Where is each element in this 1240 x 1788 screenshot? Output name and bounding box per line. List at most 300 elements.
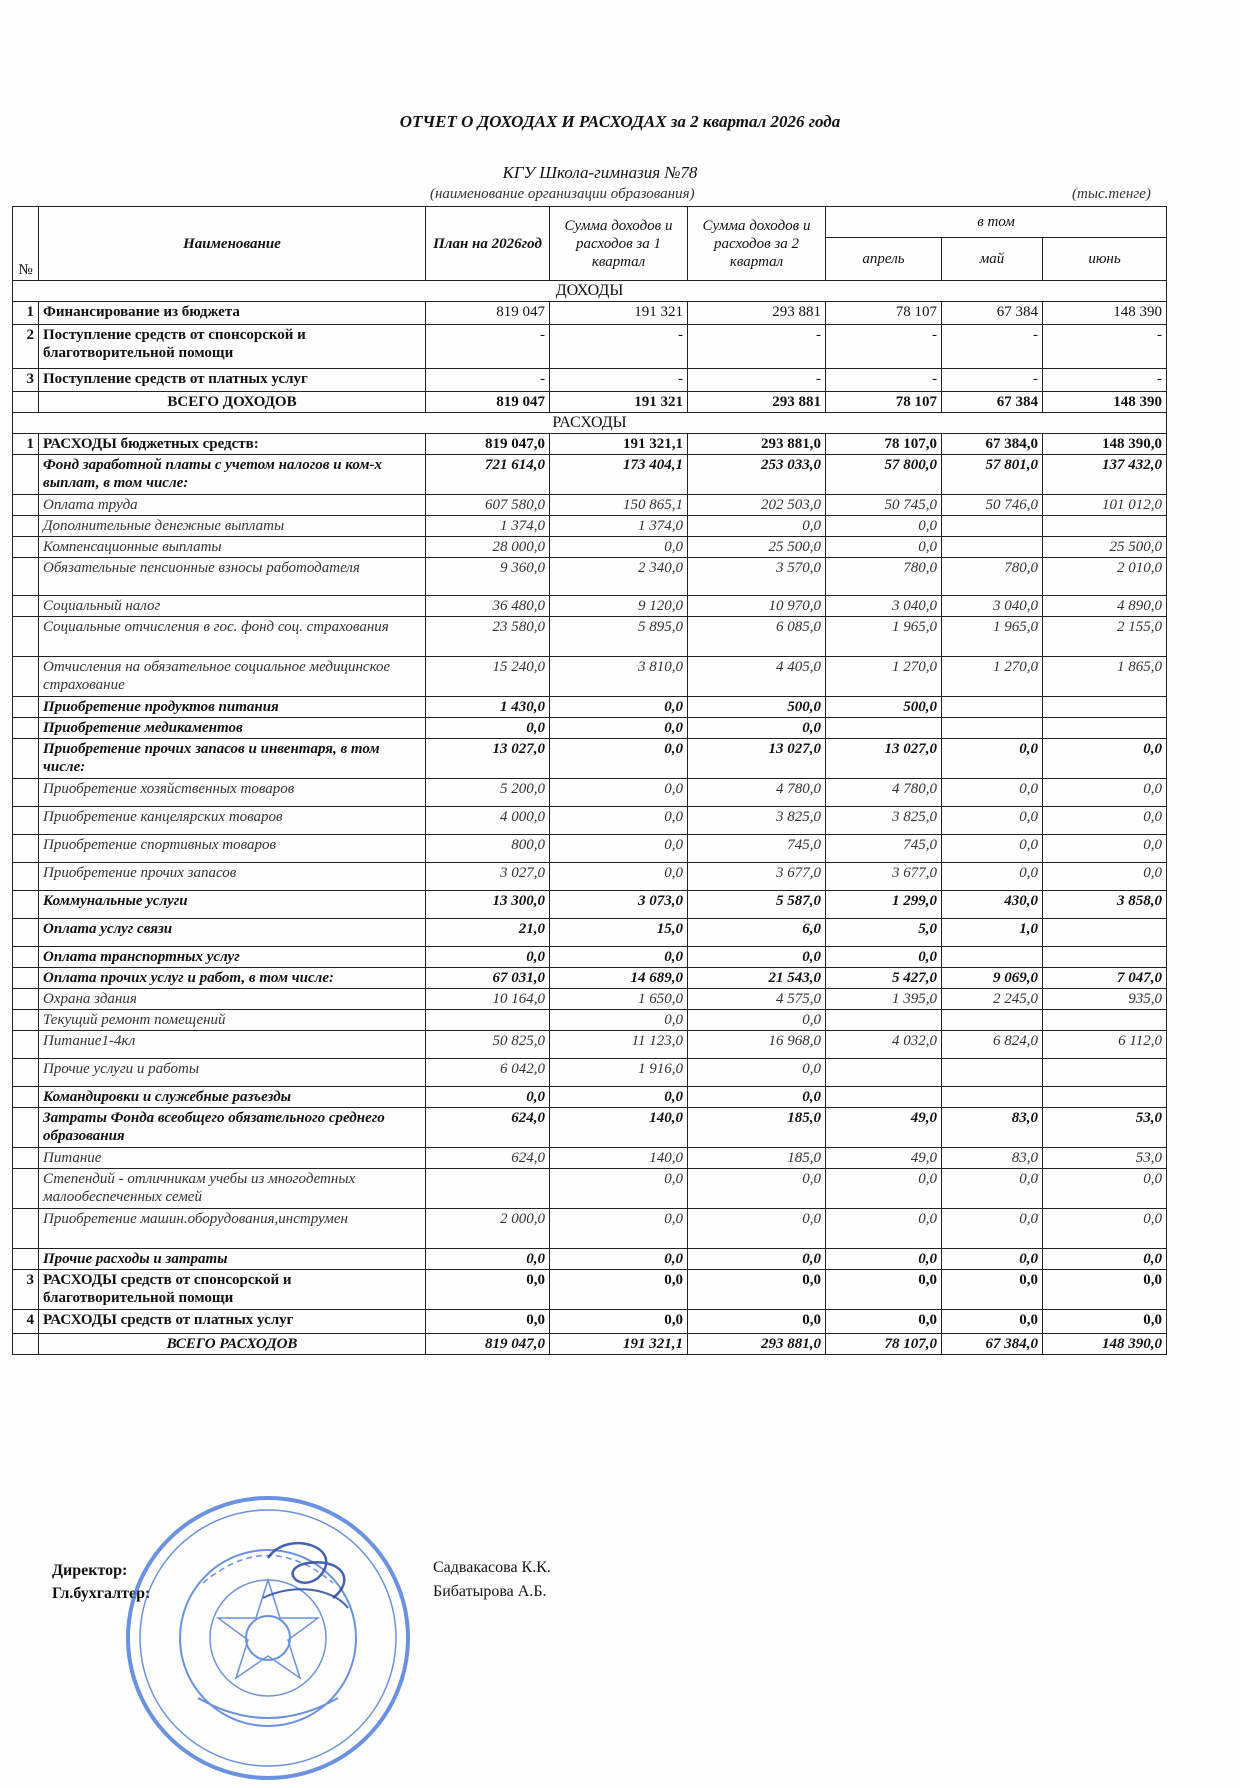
row-name: ВСЕГО ДОХОДОВ [39,392,426,413]
cell-june: 0,0 [1043,835,1167,863]
expense-row [13,919,1167,947]
income-row [13,302,1167,325]
cell-q2: 0,0 [688,1059,826,1087]
cell-may [942,537,1043,558]
cell-q1: 3 810,0 [550,657,688,697]
cell-q1: 0,0 [550,947,688,968]
cell-april: 49,0 [826,1148,942,1169]
cell-may: 0,0 [942,779,1043,807]
cell-q1: 0,0 [550,807,688,835]
cell-june: 0,0 [1043,807,1167,835]
cell-june: 0,0 [1043,779,1167,807]
cell-q2: 13 027,0 [688,739,826,779]
cell-may: 3 040,0 [942,596,1043,617]
cell-may [942,1087,1043,1108]
row-number [13,537,39,558]
row-number [13,392,39,413]
cell-may: 0,0 [942,1249,1043,1270]
cell-q2: 3 570,0 [688,558,826,596]
cell-plan: - [426,369,550,392]
cell-june: 1 865,0 [1043,657,1167,697]
row-name: Питание [39,1148,426,1169]
row-name: Приобретение прочих запасов и инвентаря, в том числе: [39,739,426,779]
cell-june: - [1043,325,1167,369]
cell-q1: 150 865,1 [550,495,688,516]
cell-april: 0,0 [826,1249,942,1270]
cell-plan: 10 164,0 [426,989,550,1010]
expense-row [13,1169,1167,1209]
cell-plan: 819 047,0 [426,434,550,455]
row-number [13,455,39,495]
cell-april: 1 395,0 [826,989,942,1010]
cell-april: 500,0 [826,697,942,718]
row-name: Текущий ремонт помещений [39,1010,426,1031]
row-number [13,947,39,968]
cell-q2: 185,0 [688,1148,826,1169]
cell-may [942,1010,1043,1031]
row-name: Приобретение хозяйственных товаров [39,779,426,807]
cell-plan: 1 374,0 [426,516,550,537]
row-name: Приобретение спортивных товаров [39,835,426,863]
row-number [13,516,39,537]
cell-june: - [1043,369,1167,392]
cell-q2: 293 881,0 [688,1334,826,1355]
cell-plan: 624,0 [426,1148,550,1169]
row-name: Командировки и служебные разъезды [39,1087,426,1108]
expense-row [13,739,1167,779]
expense-row [13,807,1167,835]
cell-plan: 9 360,0 [426,558,550,596]
row-number [13,1249,39,1270]
header-june: июнь [1043,238,1167,281]
row-number [13,891,39,919]
expense-total-row [13,1334,1167,1355]
cell-may: 1 270,0 [942,657,1043,697]
cell-april: 1 299,0 [826,891,942,919]
row-name: РАСХОДЫ средств от спонсорской и благотворительной помощи [39,1270,426,1310]
expense-row [13,537,1167,558]
cell-q2: 202 503,0 [688,495,826,516]
header-q1: Сумма доходов и расходов за 1 квартал [550,207,688,281]
expense-row [13,1310,1167,1334]
row-number [13,558,39,596]
cell-q2: 5 587,0 [688,891,826,919]
income-row [13,369,1167,392]
row-number [13,718,39,739]
cell-plan [426,1169,550,1209]
cell-q1: 5 895,0 [550,617,688,657]
cell-q2: 185,0 [688,1108,826,1148]
cell-april [826,718,942,739]
cell-april: - [826,325,942,369]
cell-plan: 819 047 [426,392,550,413]
cell-june [1043,947,1167,968]
cell-june: 53,0 [1043,1108,1167,1148]
cell-may: 83,0 [942,1108,1043,1148]
expense-row [13,989,1167,1010]
cell-june: 0,0 [1043,1249,1167,1270]
cell-june: 148 390 [1043,302,1167,325]
cell-q2: 6,0 [688,919,826,947]
cell-june: 0,0 [1043,1270,1167,1310]
cell-may: 67 384,0 [942,1334,1043,1355]
row-number [13,807,39,835]
expense-row [13,617,1167,657]
cell-may: 50 746,0 [942,495,1043,516]
cell-june: 7 047,0 [1043,968,1167,989]
row-number [13,1148,39,1169]
cell-may: 83,0 [942,1148,1043,1169]
row-name: Оплата транспортных услуг [39,947,426,968]
cell-plan: 819 047 [426,302,550,325]
row-number [13,657,39,697]
cell-q2: 3 677,0 [688,863,826,891]
row-name: Коммунальные услуги [39,891,426,919]
cell-may [942,1059,1043,1087]
expense-row [13,947,1167,968]
row-name: Оплата прочих услуг и работ, в том числе: [39,968,426,989]
row-number [13,1169,39,1209]
row-number [13,863,39,891]
cell-april [826,1059,942,1087]
row-number [13,1209,39,1249]
cell-plan: 0,0 [426,1249,550,1270]
cell-june: 3 858,0 [1043,891,1167,919]
cell-june: 0,0 [1043,1169,1167,1209]
cell-plan: 0,0 [426,947,550,968]
row-name: Поступление средств от спонсорской и благотворительной помощи [39,325,426,369]
cell-q1: 0,0 [550,537,688,558]
cell-q1: 191 321,1 [550,1334,688,1355]
cell-june [1043,1059,1167,1087]
cell-april: 0,0 [826,1169,942,1209]
report-title: ОТЧЕТ О ДОХОДАХ И РАСХОДАХ за 2 квартал 2026 года [399,112,841,131]
cell-q1: 1 374,0 [550,516,688,537]
cell-april: 78 107,0 [826,434,942,455]
row-name: Охрана здания [39,989,426,1010]
cell-plan: 13 300,0 [426,891,550,919]
expense-row [13,495,1167,516]
cell-may: 780,0 [942,558,1043,596]
cell-q1: 0,0 [550,1270,688,1310]
row-number [13,617,39,657]
cell-june: 935,0 [1043,989,1167,1010]
row-number [13,495,39,516]
cell-plan: 0,0 [426,1087,550,1108]
cell-may: 0,0 [942,1209,1043,1249]
cell-q1: 0,0 [550,1249,688,1270]
cell-plan: 50 825,0 [426,1031,550,1059]
cell-plan: 36 480,0 [426,596,550,617]
row-name: Социальный налог [39,596,426,617]
cell-april: 3 677,0 [826,863,942,891]
row-name: Затраты Фонда всеобщего обязательного среднего образования [39,1108,426,1148]
cell-june: 2 010,0 [1043,558,1167,596]
accountant-label: Гл.бухгалтер: [52,1585,151,1602]
cell-q2: 253 033,0 [688,455,826,495]
expense-row [13,596,1167,617]
header-plan: План на 2026год [426,207,550,281]
row-number [13,779,39,807]
cell-may: 67 384 [942,392,1043,413]
header-name: Наименование [39,207,426,281]
cell-may [942,697,1043,718]
cell-q2: 0,0 [688,1310,826,1334]
section-row-expense [13,413,1167,434]
organization-name: КГУ Школа-гимназия №78 [502,163,698,182]
cell-june: 101 012,0 [1043,495,1167,516]
expense-row [13,558,1167,596]
cell-q2: 745,0 [688,835,826,863]
row-name: Приобретение машин.оборудования,инструмен [39,1209,426,1249]
cell-june: 137 432,0 [1043,455,1167,495]
cell-q2: 0,0 [688,1270,826,1310]
expense-row [13,718,1167,739]
row-name: ВСЕГО РАСХОДОВ [39,1334,426,1355]
cell-april: 78 107 [826,302,942,325]
row-number [13,919,39,947]
cell-may: 0,0 [942,835,1043,863]
cell-april [826,1087,942,1108]
cell-may: 57 801,0 [942,455,1043,495]
row-number: 3 [13,369,39,392]
cell-june: 0,0 [1043,863,1167,891]
cell-april: 0,0 [826,947,942,968]
cell-june: 2 155,0 [1043,617,1167,657]
cell-june [1043,516,1167,537]
cell-may: 1 965,0 [942,617,1043,657]
row-number [13,1087,39,1108]
cell-q2: 0,0 [688,1249,826,1270]
cell-q1: 191 321 [550,392,688,413]
row-number [13,989,39,1010]
cell-q1: 0,0 [550,1087,688,1108]
cell-q2: 293 881,0 [688,434,826,455]
expense-row [13,1059,1167,1087]
row-name: Приобретение прочих запасов [39,863,426,891]
cell-q1: 9 120,0 [550,596,688,617]
row-name: Прочие услуги и работы [39,1059,426,1087]
cell-q2: 293 881 [688,302,826,325]
accountant-name: Бибатырова А.Б. [433,1583,547,1600]
cell-april: 50 745,0 [826,495,942,516]
cell-q2: 6 085,0 [688,617,826,657]
cell-may: 0,0 [942,1270,1043,1310]
cell-q1: 14 689,0 [550,968,688,989]
expense-row [13,697,1167,718]
row-number: 2 [13,325,39,369]
row-name: Оплата услуг связи [39,919,426,947]
cell-q2: 4 780,0 [688,779,826,807]
cell-may [942,718,1043,739]
row-number [13,1108,39,1148]
row-name: РАСХОДЫ бюджетных средств: [39,434,426,455]
cell-q1: 11 123,0 [550,1031,688,1059]
cell-june [1043,718,1167,739]
row-name: Финансирование из бюджета [39,302,426,325]
cell-plan: 800,0 [426,835,550,863]
row-number [13,596,39,617]
cell-may: 2 245,0 [942,989,1043,1010]
cell-q1: 0,0 [550,697,688,718]
cell-june [1043,1087,1167,1108]
expense-row [13,1148,1167,1169]
cell-may: 0,0 [942,807,1043,835]
cell-april: 5 427,0 [826,968,942,989]
cell-q1: 0,0 [550,863,688,891]
cell-april: 5,0 [826,919,942,947]
cell-plan: 0,0 [426,1310,550,1334]
row-name: Питание1-4кл [39,1031,426,1059]
cell-may: - [942,325,1043,369]
cell-q2: - [688,369,826,392]
cell-q1: 140,0 [550,1108,688,1148]
cell-q2: 0,0 [688,1087,826,1108]
cell-june: 0,0 [1043,1209,1167,1249]
row-number [13,1031,39,1059]
expense-row [13,1108,1167,1148]
cell-q1: 191 321 [550,302,688,325]
cell-plan: 21,0 [426,919,550,947]
cell-plan: 624,0 [426,1108,550,1148]
cell-april: 3 040,0 [826,596,942,617]
row-name: Обязательные пенсионные взносы работодателя [39,558,426,596]
header-q2: Сумма доходов и расходов за 2 квартал [688,207,826,281]
cell-q1: 191 321,1 [550,434,688,455]
cell-may: 0,0 [942,739,1043,779]
cell-plan: 0,0 [426,1270,550,1310]
row-number [13,739,39,779]
cell-q2: 0,0 [688,516,826,537]
cell-may: 0,0 [942,1310,1043,1334]
cell-q2: 0,0 [688,718,826,739]
cell-plan: 13 027,0 [426,739,550,779]
cell-june [1043,1010,1167,1031]
cell-may: 6 824,0 [942,1031,1043,1059]
cell-q2: 25 500,0 [688,537,826,558]
expense-row [13,835,1167,863]
cell-q1: 173 404,1 [550,455,688,495]
cell-june [1043,919,1167,947]
row-name: Приобретение медикаментов [39,718,426,739]
cell-april: 1 965,0 [826,617,942,657]
cell-plan: 607 580,0 [426,495,550,516]
row-name: Приобретение канцелярских товаров [39,807,426,835]
expense-row [13,455,1167,495]
units-label: (тыс.тенге) [1072,186,1151,202]
cell-plan [426,1010,550,1031]
cell-june: 148 390,0 [1043,434,1167,455]
cell-april: 4 780,0 [826,779,942,807]
cell-april: 0,0 [826,537,942,558]
cell-q1: 140,0 [550,1148,688,1169]
cell-plan: 721 614,0 [426,455,550,495]
cell-plan: 23 580,0 [426,617,550,657]
director-name: Садвакасова К.К. [433,1559,551,1576]
cell-june: 53,0 [1043,1148,1167,1169]
cell-june: 6 112,0 [1043,1031,1167,1059]
cell-june: 25 500,0 [1043,537,1167,558]
cell-q1: - [550,369,688,392]
cell-q1: 0,0 [550,739,688,779]
income-row [13,325,1167,369]
cell-april: 780,0 [826,558,942,596]
cell-q2: 293 881 [688,392,826,413]
expense-row [13,968,1167,989]
cell-plan: 819 047,0 [426,1334,550,1355]
cell-plan: 28 000,0 [426,537,550,558]
cell-april: - [826,369,942,392]
cell-april: 57 800,0 [826,455,942,495]
row-number: 3 [13,1270,39,1310]
cell-plan: 1 430,0 [426,697,550,718]
row-number: 1 [13,434,39,455]
cell-plan: 5 200,0 [426,779,550,807]
cell-april: 13 027,0 [826,739,942,779]
expense-row [13,1010,1167,1031]
row-name: Прочие расходы и затраты [39,1249,426,1270]
expense-row [13,891,1167,919]
expense-row [13,1249,1167,1270]
cell-q2: 21 543,0 [688,968,826,989]
row-name: Степендий - отличникам учебы из многодетных малообеспеченных семей [39,1169,426,1209]
official-stamp [118,1488,418,1788]
cell-may: 430,0 [942,891,1043,919]
cell-june: 148 390 [1043,392,1167,413]
row-number [13,835,39,863]
expense-row [13,1031,1167,1059]
cell-q1: 0,0 [550,1169,688,1209]
cell-april: 0,0 [826,1209,942,1249]
cell-q1: 2 340,0 [550,558,688,596]
section-title-income: ДОХОДЫ [13,281,1167,302]
cell-april: 0,0 [826,1310,942,1334]
cell-may: 67 384,0 [942,434,1043,455]
cell-q1: 1 916,0 [550,1059,688,1087]
cell-may: - [942,369,1043,392]
cell-may: 1,0 [942,919,1043,947]
header-april: апрель [826,238,942,281]
cell-q1: 0,0 [550,1310,688,1334]
expense-row [13,516,1167,537]
cell-april [826,1010,942,1031]
cell-june: 0,0 [1043,1310,1167,1334]
row-name: Компенсационные выплаты [39,537,426,558]
cell-q2: 4 575,0 [688,989,826,1010]
cell-may [942,516,1043,537]
cell-q2: 10 970,0 [688,596,826,617]
header-num: № [13,207,39,281]
expense-row [13,657,1167,697]
cell-plan: 3 027,0 [426,863,550,891]
expense-row [13,1270,1167,1310]
cell-april: 1 270,0 [826,657,942,697]
cell-april: 3 825,0 [826,807,942,835]
cell-april: 78 107,0 [826,1334,942,1355]
cell-q2: 3 825,0 [688,807,826,835]
cell-q1: 0,0 [550,1209,688,1249]
cell-q2: 4 405,0 [688,657,826,697]
expense-row [13,1209,1167,1249]
cell-june: 0,0 [1043,739,1167,779]
cell-april: 4 032,0 [826,1031,942,1059]
cell-q2: 0,0 [688,1209,826,1249]
cell-q1: - [550,325,688,369]
cell-q1: 0,0 [550,835,688,863]
cell-april: 0,0 [826,516,942,537]
cell-plan: 67 031,0 [426,968,550,989]
cell-plan: - [426,325,550,369]
